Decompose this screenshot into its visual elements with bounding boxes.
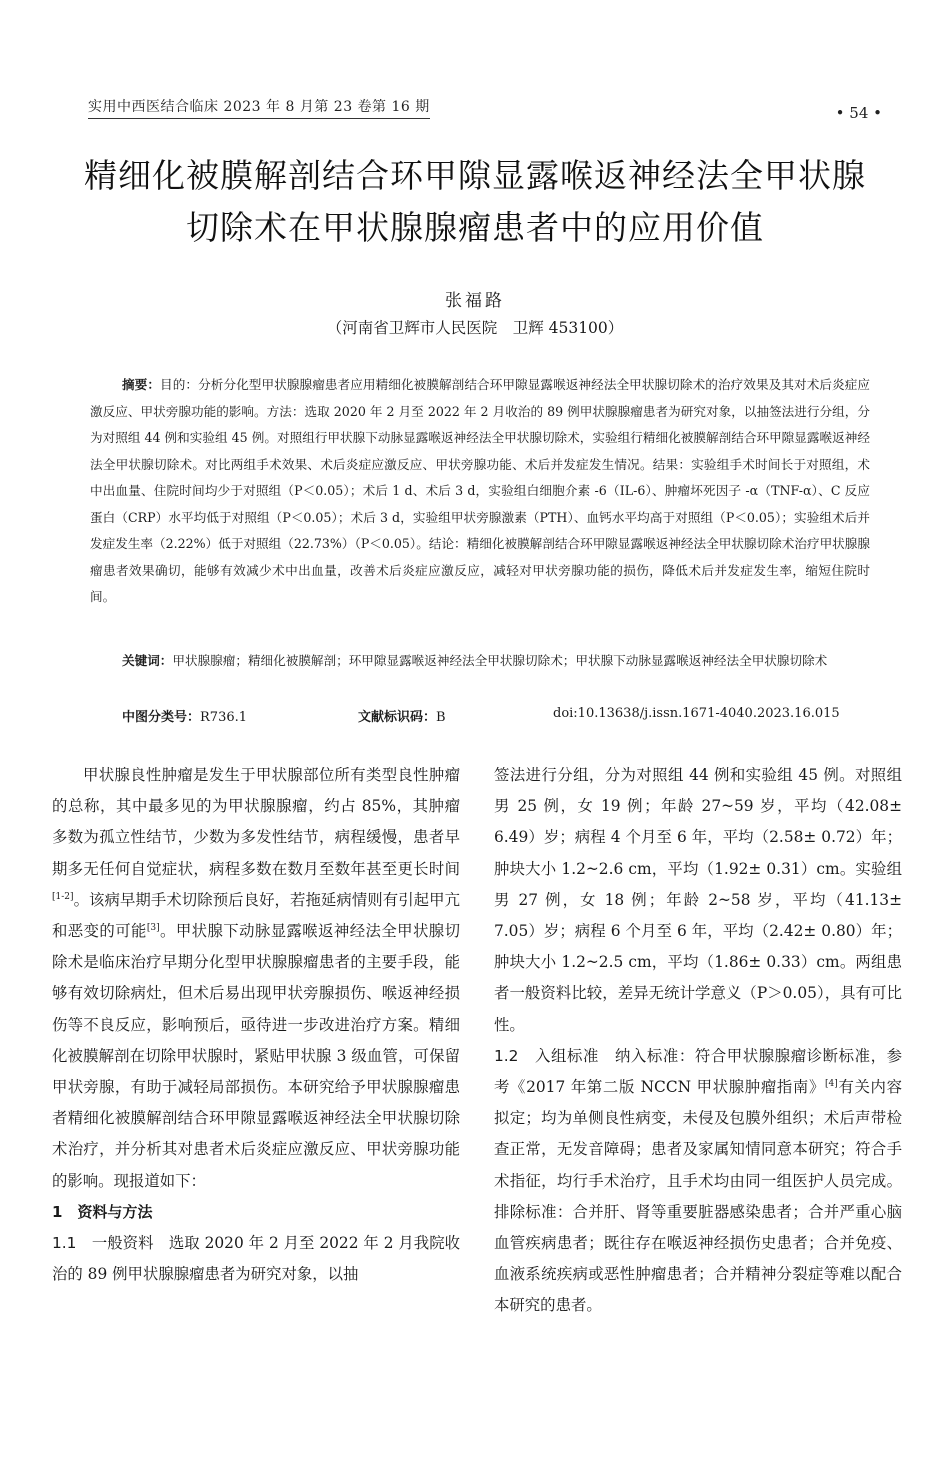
document-code — [358, 706, 446, 725]
article-title — [40, 150, 910, 254]
intro-text-c: 。甲状腺下动脉显露喉返神经法全甲状腺切除术是临床治疗早期分化型甲状腺腺瘤患者的主要手段，能够有效切除病灶，但术后易出现甲状旁腺损伤、喉返神经损伤等不良反应，影响预后，亟待进一步改进治疗方案。精细化被膜解剖在切除甲状腺时，紧贴甲状腺 3 级血管，可保留甲状旁腺，有助于减轻局部损伤。本研究给予甲状腺腺瘤患者精细化被膜解剖结合环甲隙显露喉返神经法全甲状腺切除术治疗，并分析其对患者术后炎症应激反应、甲状旁腺功能的影响。现报道如下： — [52, 922, 460, 1190]
subsection-1-2-text-a: 纳入标准：符合甲状腺腺瘤诊断标准，参考《2017 年第二版 NCCN 甲状腺肿瘤指南》 — [494, 1046, 902, 1097]
author-name: 张福路 — [445, 291, 505, 311]
section-1-heading: 1 资料与方法 — [52, 1202, 153, 1221]
body-column-left — [52, 760, 460, 1290]
intro-text-a: 甲状腺良性肿瘤是发生于甲状腺部位所有类型良性肿瘤的总称，其中最多见的为甲状腺腺瘤，约占 85%，其肿瘤多数为孤立性结节，少数为多发性结节，病程缓慢，患者早期多无任何自觉症状，病程多数在数月至数年甚至更长时间 — [52, 766, 460, 878]
intro-text-b: 。该病早期手术切除预后良好，若拖延病情则有引起甲亢和恶变的可能 — [52, 890, 460, 941]
citation-3: [3] — [146, 922, 160, 933]
subsection-1-1 — [52, 1228, 460, 1290]
intro-paragraph — [52, 760, 460, 1197]
keywords-text: 甲状腺腺瘤；精细化被膜解剖；环甲隙显露喉返神经法全甲状腺切除术；甲状腺下动脉显露喉返神经法全甲状腺切除术 — [172, 653, 828, 668]
title-line-1: 精细化被膜解剖结合环甲隙显露喉返神经法全甲状腺 — [84, 156, 866, 195]
subsection-1-2-heading: 1.2 入组标准 — [494, 1046, 599, 1065]
keywords — [90, 648, 870, 674]
citation-4: [4] — [825, 1078, 838, 1089]
body-column-right — [494, 760, 902, 1322]
author-affiliation: （河南省卫辉市人民医院 卫辉 453100） — [326, 319, 624, 337]
subsection-1-1-text: 选取 2020 年 2 月至 2022 年 2 月我院收治的 89 例甲状腺腺瘤患者为研究对象，以抽 — [52, 1234, 460, 1284]
doc-code-value: B — [436, 710, 446, 725]
keywords-label: 关键词： — [122, 653, 173, 668]
doi: doi:10.13638/j.issn.1671-4040.2023.16.015 — [553, 706, 840, 721]
abstract — [90, 372, 870, 611]
doc-code-label: 文献标识码： — [358, 710, 437, 725]
subsection-1-2-text-b: 有关内容拟定；均为单侧良性病变，未侵及包膜外组织；术后声带检查正常，无发音障碍；患者及家属知情同意本研究；符合手术指征，均行手术治疗，且手术均由同一组医护人员完成。排除标准：合并肝、肾等重要脏器感染患者；合并严重心脑血管疾病患者；既往存在喉返神经损伤史患者；合并免疫、血液系统疾病或恶性肿瘤患者；合并精神分裂症等难以配合本研究的患者。 — [494, 1078, 902, 1315]
subsection-1-2 — [494, 1041, 902, 1322]
journal-header: 实用中西医结合临床 2023 年 8 月第 23 卷第 16 期 — [88, 96, 430, 119]
clc-label: 中图分类号： — [122, 710, 201, 725]
clc-number — [122, 706, 247, 725]
title-line-2: 切除术在甲状腺腺瘤患者中的应用价值 — [186, 208, 764, 247]
citation-1-2: [1-2] — [52, 891, 74, 902]
abstract-label: 摘要： — [122, 377, 161, 392]
abstract-text: 目的：分析分化型甲状腺腺瘤患者应用精细化被膜解剖结合环甲隙显露喉返神经法全甲状腺切除术的治疗效果及其对术后炎症应激反应、甲状旁腺功能的影响。方法：选取 2020 年 2 月至 2022 年 2 月收治的 89 例甲状腺腺瘤患者为研究对象，以抽签法进行分组，分为对照组 44 例和实验组 45 例。对照组行甲状腺下动脉显露喉返神经法全甲状腺切除术，实验组行精细化被膜解剖结合环甲隙显露喉返神经法全甲状腺切除术。对比两组手术效果、术后炎症应激反应、甲状旁腺功能、术后并发症发生情况。结果：实验组手术时间长于对照组，术中出血量、住院时间均少于对照组（P＜0.05）；术后 1 d、术后 3 d，实验组白细胞介素 -6（IL-6）、肿瘤坏死因子 -α（TNF-α）、C 反应蛋白（CRP）水平均低于对照组（P＜0.05）；术后 3 d，实验组甲状旁腺激素（PTH）、血钙水平均高于对照组（P＜0.05）；实验组术后并发症发生率（2.22%）低于对照组（22.73%）（P＜0.05）。结论：精细化被膜解剖结合环甲隙显露喉返神经法全甲状腺切除术治疗甲状腺腺瘤患者效果确切，能够有效减少术中出血量，改善术后炎症应激反应，减轻对甲状旁腺功能的损伤，降低术后并发症发生率，缩短住院时间。 — [90, 377, 871, 604]
subsection-1-1-heading: 1.1 一般资料 — [52, 1234, 154, 1253]
page-number: • 54 • — [835, 104, 882, 122]
subsection-1-1-continued: 签法进行分组，分为对照组 44 例和实验组 45 例。对照组男 25 例，女 19 例；年龄 27~59 岁，平均（42.08± 6.49）岁；病程 4 个月至 6 年，平均（2.58± 0.72）年；肿块大小 1.2~2.6 cm，平均（1.92± 0.31）cm。实验组男 27 例，女 18 例；年龄 2~58 岁，平均（41.13± 7.05）岁；病程 6 个月至 6 年，平均（2.42± 0.80）年；肿块大小 1.2~2.5 cm，平均（1.86± 0.33）cm。两组患者一般资料比较，差异无统计学意义（P＞0.05），具有可比性。 — [494, 766, 902, 1034]
clc-value: R736.1 — [200, 710, 248, 725]
